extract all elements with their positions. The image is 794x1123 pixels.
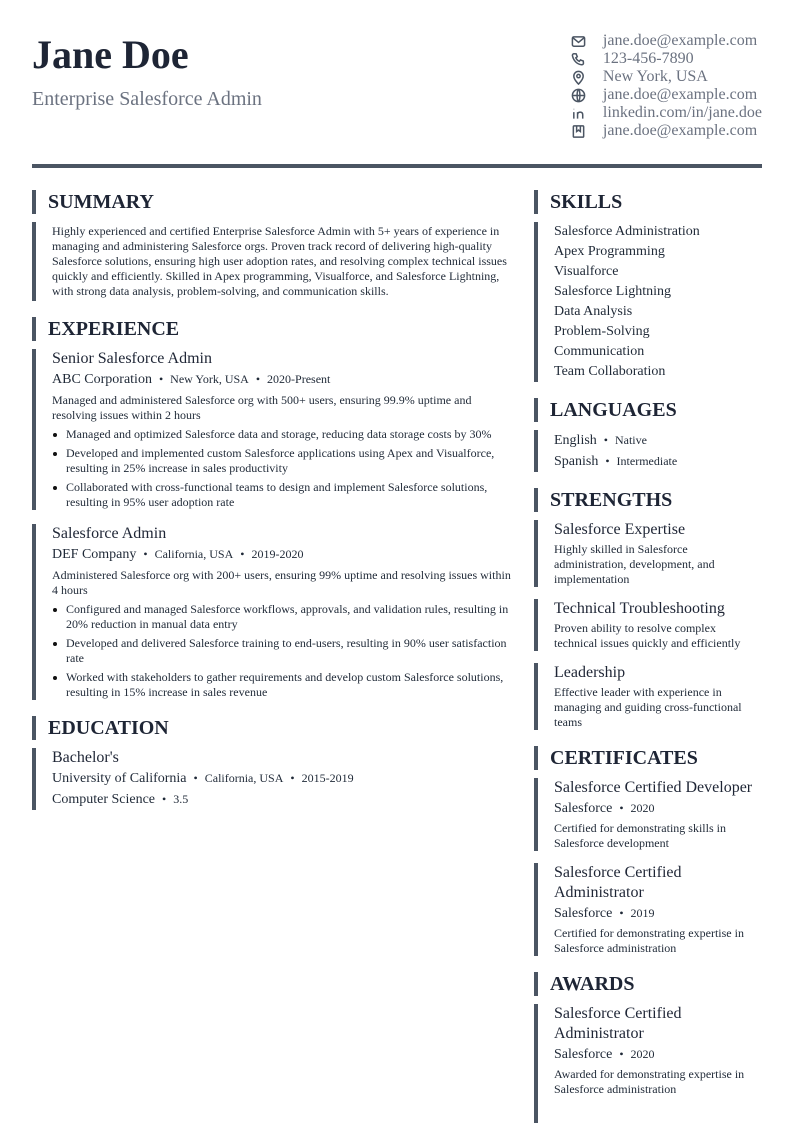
education-dates: 2015-2019: [301, 771, 354, 785]
resume-header: [32, 30, 762, 150]
strength-entry: [534, 520, 762, 587]
summary-section: [32, 222, 512, 301]
certificate-title: Salesforce Certified Administrator: [554, 864, 682, 901]
skill-item: Communication: [554, 344, 645, 359]
language-item: Spanish • Intermediate: [554, 454, 678, 469]
strength-title: Salesforce Expertise: [554, 521, 686, 538]
job-description: Managed and administered Salesforce org with 500+ users, ensuring 99.9% uptime and resolving issues within 2 hours: [52, 393, 472, 422]
experience-heading: EXPERIENCE: [32, 317, 512, 341]
list-item: Collaborated with cross-functional teams to design and implement Salesforce solutions, resulting in 95% user adoption rate: [52, 480, 512, 510]
job-meta: ABC Corporation • New York, USA • 2020-Present: [52, 372, 331, 387]
award-title: Salesforce Certified Administrator: [554, 1005, 682, 1042]
section-accent-bar: [534, 1094, 538, 1123]
certificate-entry: [534, 863, 762, 956]
job-entry: [32, 349, 512, 510]
job-bullets: [52, 427, 512, 510]
job-dates: 2019-2020: [251, 547, 304, 561]
language-item: English • Native: [554, 433, 647, 448]
certificate-desc: Certified for demonstrating expertise in Salesforce administration: [554, 926, 744, 955]
contact-list: [571, 32, 762, 140]
skill-item: Team Collaboration: [554, 364, 666, 379]
contact-text: jane.doe@example.com: [602, 86, 758, 103]
education-entry: [32, 748, 512, 810]
certificate-entry: [534, 778, 762, 851]
language-name: English: [554, 433, 597, 448]
award-issuer: Salesforce: [554, 1047, 613, 1062]
award-desc: Awarded for demonstrating expertise in Salesforce administration: [554, 1067, 745, 1096]
certificate-title: Salesforce Certified Developer: [554, 779, 753, 796]
certificate-year: 2020: [630, 801, 655, 815]
skill-item: Salesforce Administration: [554, 224, 700, 239]
skills-heading: SKILLS: [534, 190, 762, 214]
job-description: Administered Salesforce org with 200+ users, ensuring 99% uptime and resolving issues within 4 hours: [52, 568, 511, 597]
education-field-row: Computer Science • 3.5: [52, 792, 189, 807]
school-location: California, USA: [204, 771, 284, 785]
job-entry: [32, 524, 512, 700]
language-level: Intermediate: [616, 454, 678, 468]
awards-heading: AWARDS: [534, 972, 762, 996]
job-company: ABC Corporation: [52, 372, 152, 387]
candidate-name: Jane Doe: [32, 32, 189, 77]
job-bullets: [52, 602, 512, 700]
job-meta: DEF Company • California, USA • 2019-2020: [52, 547, 304, 562]
header-divider: [32, 164, 762, 168]
award-meta: Salesforce • 2020: [554, 1047, 655, 1062]
strength-title: Technical Troubleshooting: [554, 600, 725, 617]
job-title: Salesforce Admin: [52, 525, 167, 542]
certificate-desc: Certified for demonstrating skills in Salesforce development: [554, 821, 726, 850]
strength-entry: [534, 663, 762, 730]
contact-text: jane.doe@example.com: [602, 122, 758, 139]
strength-entry: [534, 599, 762, 651]
language-name: Spanish: [554, 454, 599, 469]
summary-heading: SUMMARY: [32, 190, 512, 214]
job-location: California, USA: [154, 547, 234, 561]
list-item: Managed and optimized Salesforce data and storage, reducing data storage costs by 30%: [52, 427, 512, 442]
phone-icon: [571, 51, 587, 67]
job-company: DEF Company: [52, 547, 137, 562]
candidate-title: Enterprise Salesforce Admin: [32, 88, 262, 110]
certificate-issuer: Salesforce: [554, 801, 613, 816]
certificates-heading: CERTIFICATES: [534, 746, 762, 770]
skill-item: Visualforce: [554, 264, 619, 279]
field-of-study: Computer Science: [52, 792, 156, 807]
contact-linkedin[interactable]: [571, 104, 762, 122]
strength-desc: Effective leader with experience in managing and guiding cross-functional teams: [554, 685, 742, 729]
education-heading: EDUCATION: [32, 716, 512, 740]
list-item: Configured and managed Salesforce workflows, approvals, and validation rules, resulting in 20% reduction in manual data entry: [52, 602, 512, 632]
skill-item: Apex Programming: [554, 244, 665, 259]
contact-email[interactable]: [571, 32, 762, 50]
degree: Bachelor's: [52, 749, 119, 766]
contact-text: jane.doe@example.com: [602, 32, 758, 49]
linkedin-icon: [571, 105, 587, 121]
right-column: [534, 190, 762, 1097]
strength-desc: Highly skilled in Salesforce administration, development, and implementation: [554, 542, 715, 586]
contact-text: New York, USA: [602, 68, 708, 85]
location-icon: [571, 69, 587, 85]
certificate-year: 2019: [630, 906, 655, 920]
award-entry: [534, 1004, 762, 1097]
contact-portfolio[interactable]: [571, 122, 762, 140]
summary-text: Highly experienced and certified Enterprise Salesforce Admin with 5+ years of experience in managing and administering Salesforce orgs. Proven track record of delivering high-quality Salesforce solutions, ensuring high user adoption rates, and resolving complex technical issues quickly and efficiently. Skilled in Apex programming, Visualforce, and Salesforce Lightning, with strong data analysis, problem-solving, and communication skills.: [52, 224, 507, 298]
job-title: Senior Salesforce Admin: [52, 350, 212, 367]
strengths-heading: STRENGTHS: [534, 488, 762, 512]
left-column: [32, 190, 512, 810]
languages-section: [534, 430, 762, 472]
email-icon: [571, 33, 587, 49]
job-location: New York, USA: [170, 372, 249, 386]
job-dates: 2020-Present: [267, 372, 331, 386]
contact-website[interactable]: [571, 86, 762, 104]
skill-item: Data Analysis: [554, 304, 633, 319]
award-year: 2020: [630, 1047, 655, 1061]
skill-item: Salesforce Lightning: [554, 284, 672, 299]
language-level: Native: [614, 433, 647, 447]
list-item: Developed and implemented custom Salesforce applications using Apex and Visualforce, resulting in 25% increase in sales productivity: [52, 446, 512, 476]
globe-icon: [571, 87, 587, 103]
list-item: Developed and delivered Salesforce training to end-users, resulting in 90% user satisfaction rate: [52, 636, 512, 666]
certificate-meta: Salesforce • 2020: [554, 801, 655, 816]
gpa: 3.5: [173, 792, 189, 806]
contact-phone[interactable]: [571, 50, 762, 68]
contact-text: 123-456-7890: [602, 50, 694, 67]
strength-desc: Proven ability to resolve complex technical issues quickly and efficiently: [554, 621, 741, 650]
strength-title: Leadership: [554, 664, 626, 681]
list-item: Worked with stakeholders to gather requirements and develop custom Salesforce solutions, resulting in 15% increase in sales revenue: [52, 670, 512, 700]
skill-item: Problem-Solving: [554, 324, 650, 339]
contact-location: [571, 68, 762, 86]
skills-section: [534, 222, 762, 382]
contact-text: linkedin.com/in/jane.doe: [602, 104, 762, 121]
languages-heading: LANGUAGES: [534, 398, 762, 422]
school: University of California: [52, 771, 187, 786]
education-meta: University of California • California, USA • 2015-2019: [52, 771, 354, 786]
certificate-meta: Salesforce • 2019: [554, 906, 655, 921]
bookmark-icon: [571, 123, 587, 139]
certificate-issuer: Salesforce: [554, 906, 613, 921]
